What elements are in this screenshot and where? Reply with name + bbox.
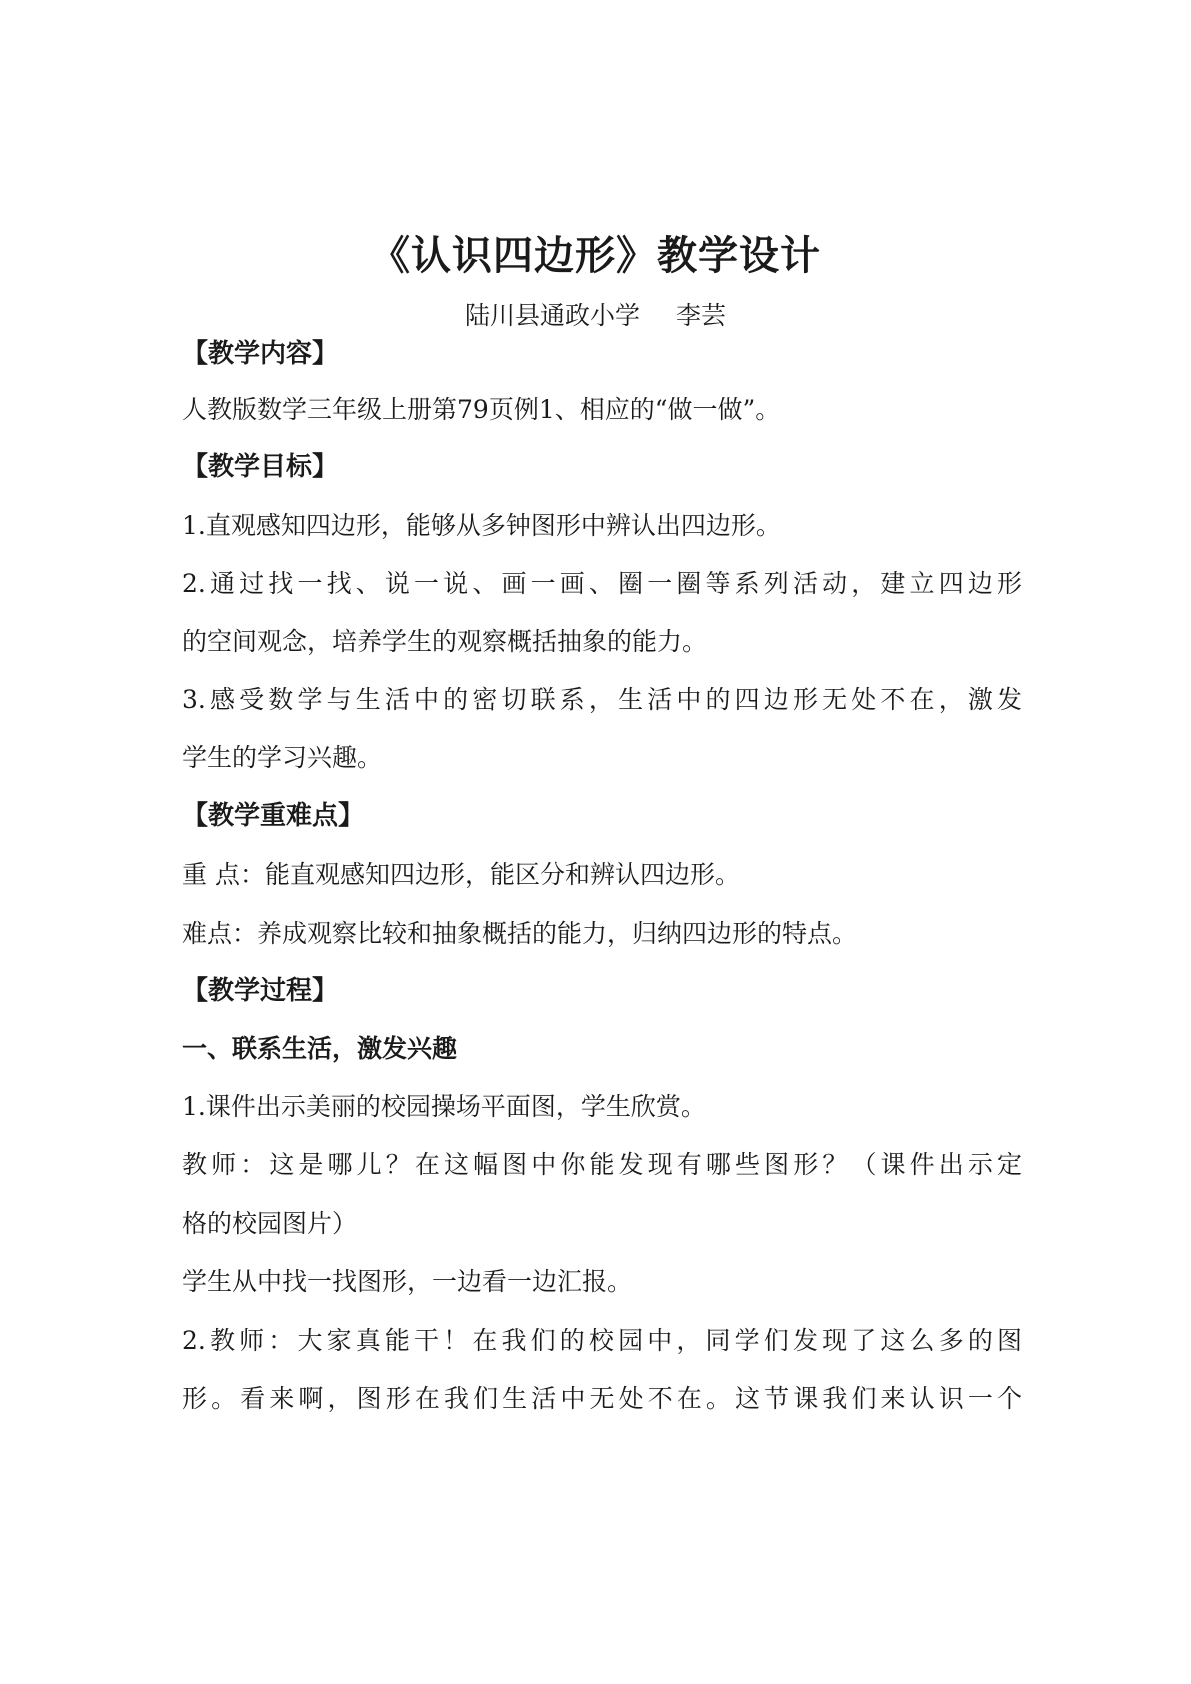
section-heading: 一、联系生活，激发兴趣 — [182, 1034, 458, 1063]
heading-key-points: 【教学重难点】 — [182, 801, 365, 831]
paragraph-line: 1.课件出示美丽的校园操场平面图，学生欣赏。 — [182, 1092, 706, 1121]
heading-teaching-goals: 【教学目标】 — [182, 452, 339, 482]
paragraph-line: 3.感受数学与生活中的密切联系，生活中的四边形无处不在，激发 — [182, 685, 1022, 714]
author-school: 陆川县通政小学 — [464, 301, 640, 330]
paragraph-line: 形。看来啊，图形在我们生活中无处不在。这节课我们来认识一个 — [182, 1384, 1022, 1413]
paragraph-line: 人教版数学三年级上册第79页例1、相应的“做一做”。 — [182, 395, 781, 424]
heading-teaching-process: 【教学过程】 — [182, 976, 339, 1006]
paragraph-line: 的空间观念，培养学生的观察概括抽象的能力。 — [182, 627, 708, 656]
paragraph-line: 难点：养成观察比较和抽象概括的能力，归纳四边形的特点。 — [182, 919, 858, 948]
author-name: 李芸 — [676, 301, 727, 330]
paragraph-line: 学生从中找一找图形，一边看一边汇报。 — [182, 1267, 633, 1296]
paragraph-line: 学生的学习兴趣。 — [182, 743, 383, 772]
document-title: 《认识四边形》教学设计 — [370, 233, 821, 279]
paragraph-line: 1.直观感知四边形，能够从多钟图形中辨认出四边形。 — [182, 511, 781, 540]
author-line — [0, 298, 1191, 334]
heading-teaching-content: 【教学内容】 — [182, 339, 339, 369]
paragraph-line: 2.通过找一找、说一说、画一画、圈一圈等系列活动，建立四边形 — [182, 569, 1022, 598]
paragraph-line: 格的校园图片） — [182, 1209, 358, 1238]
paragraph-line: 教师：这是哪儿？在这幅图中你能发现有哪些图形？（课件出示定 — [182, 1150, 1022, 1179]
paragraph-line: 2.教师：大家真能干！在我们的校园中，同学们发现了这么多的图 — [182, 1326, 1022, 1355]
paragraph-line: 重 点：能直观感知四边形，能区分和辨认四边形。 — [182, 860, 740, 889]
